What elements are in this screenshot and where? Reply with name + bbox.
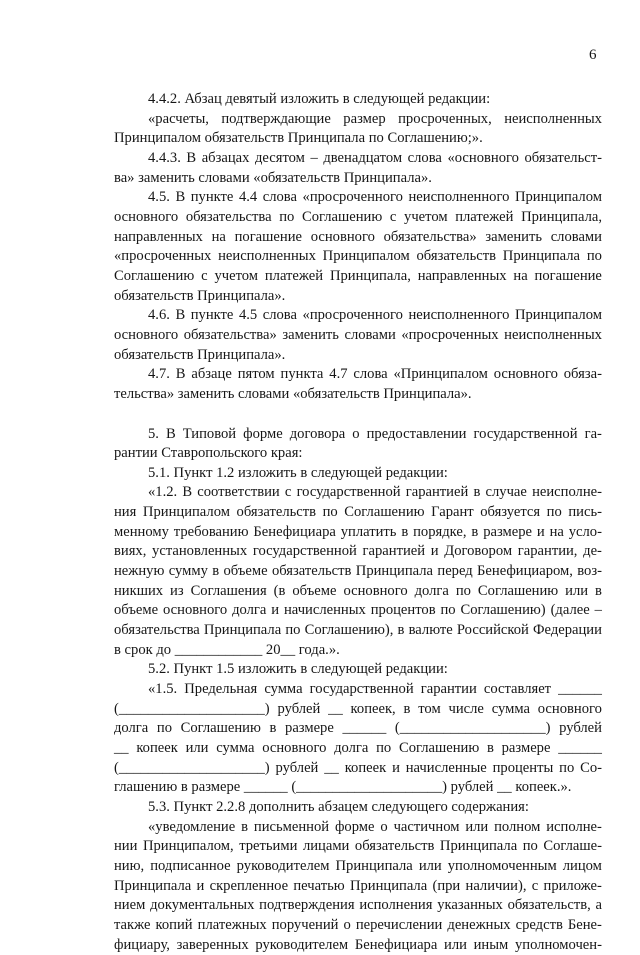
text-line: ва» заменить словами «обязательств Принципала». xyxy=(114,169,432,186)
text-line: 5.1. Пункт 1.2 изложить в следующей редакции: xyxy=(148,464,448,481)
text-line: Соглашению с учетом платежей Принципала, направленных на погашение xyxy=(114,267,602,284)
page-number: 6 xyxy=(589,47,597,63)
text-line: обязательств Принципала». xyxy=(114,287,286,304)
text-line: 5. В Типовой форме договора о предоставлении государственной га- xyxy=(148,425,602,442)
document-body xyxy=(114,90,602,955)
text-line: «просроченных неисполненных Принципалом обязательств Принципала по xyxy=(114,248,602,265)
text-line: обязательств Принципала». xyxy=(114,346,286,363)
text-line: направленных на погашение основного обязательства» заменить словами xyxy=(114,228,602,245)
text-line: рантии Ставропольского края: xyxy=(114,445,303,462)
text-line: нежную сумму в объеме обязательств Принципала перед Бенефициаром, воз- xyxy=(114,563,602,580)
text-line: фициару, заверенных руководителем Бенефициара или иным уполномочен- xyxy=(114,936,602,953)
text-line: основного обязательства» заменить словами «просроченных неисполненных xyxy=(114,326,602,343)
text-line: тельства» заменить словами «обязательств Принципала». xyxy=(114,385,472,402)
text-line: виях, установленных государственной гарантией и Договором гарантии, де- xyxy=(114,543,602,560)
text-line: «1.2. В соответствии с государственной гарантией в случае неисполне- xyxy=(148,484,602,501)
text-line: обязательства Принципала по Соглашению), в валюте Российской Федерации xyxy=(114,622,602,639)
text-line: (____________________) рублей __ копеек, в том числе сумма основного xyxy=(114,700,602,717)
text-line: 4.4.3. В абзацах десятом – двенадцатом слова «основного обязательст- xyxy=(148,149,602,166)
text-line: (____________________) рублей __ копеек и начисленные проценты по Со- xyxy=(114,759,602,776)
text-line: также копий платежных поручений о перечислении денежных средств Бене- xyxy=(114,916,602,933)
text-line: нием документальных подтверждения исполнения указанных обязательств, а xyxy=(114,897,602,914)
text-line: Принципалом обязательств Принципала по Соглашению;». xyxy=(114,130,483,147)
text-line: ния Принципалом обязательств по Соглашению Гарант обязуется по пись- xyxy=(114,504,602,521)
text-line: «уведомление в письменной форме о частичном или полном исполне- xyxy=(148,818,602,835)
text-line: Принципала и скрепленное печатью Принципала (при наличии), с приложе- xyxy=(114,877,602,894)
text-line: глашению в размере ______ (____________________) рублей __ копеек.». xyxy=(114,779,572,796)
text-line: 5.3. Пункт 2.2.8 дополнить абзацем следующего содержания: xyxy=(148,798,529,815)
text-line: 4.7. В абзаце пятом пункта 4.7 слова «Принципалом основного обяза- xyxy=(148,366,602,383)
text-line: 4.6. В пункте 4.5 слова «просроченного неисполненного Принципалом xyxy=(148,307,602,324)
text-line: основного обязательства по Соглашению с учетом платежей Принципала, xyxy=(114,208,602,225)
paragraph-gap xyxy=(114,405,602,425)
text-line: нии Принципалом, третьими лицами обязательств Принципала по Соглаше- xyxy=(114,838,602,855)
text-line: в срок до ____________ 20__ года.». xyxy=(114,641,340,658)
text-line: 4.4.2. Абзац девятый изложить в следующей редакции: xyxy=(148,91,491,107)
text-line: никших из Соглашения (в объеме основного долга по Соглашению или в xyxy=(114,582,602,599)
text-line: «1.5. Предельная сумма государственной гарантии составляет ______ xyxy=(148,681,602,698)
text-line: нию, подписанное руководителем Принципала или уполномоченным лицом xyxy=(114,857,602,874)
text-line: __ копеек или сумма основного долга по Соглашению в размере ______ xyxy=(114,740,602,756)
text-line: объеме основного долга и начисленных процентов по Соглашению) (далее – xyxy=(114,602,602,619)
text-line: 5.2. Пункт 1.5 изложить в следующей редакции: xyxy=(148,661,448,678)
text-line: долга по Соглашению в размере ______ (____________________) рублей xyxy=(114,720,602,737)
text-line: менному требованию Бенефициара уплатить в порядке, в размере и на усло- xyxy=(114,523,602,540)
text-line: 4.5. В пункте 4.4 слова «просроченного неисполненного Принципалом xyxy=(148,189,602,206)
text-line: «расчеты, подтверждающие размер просроченных, неисполненных xyxy=(148,110,602,127)
